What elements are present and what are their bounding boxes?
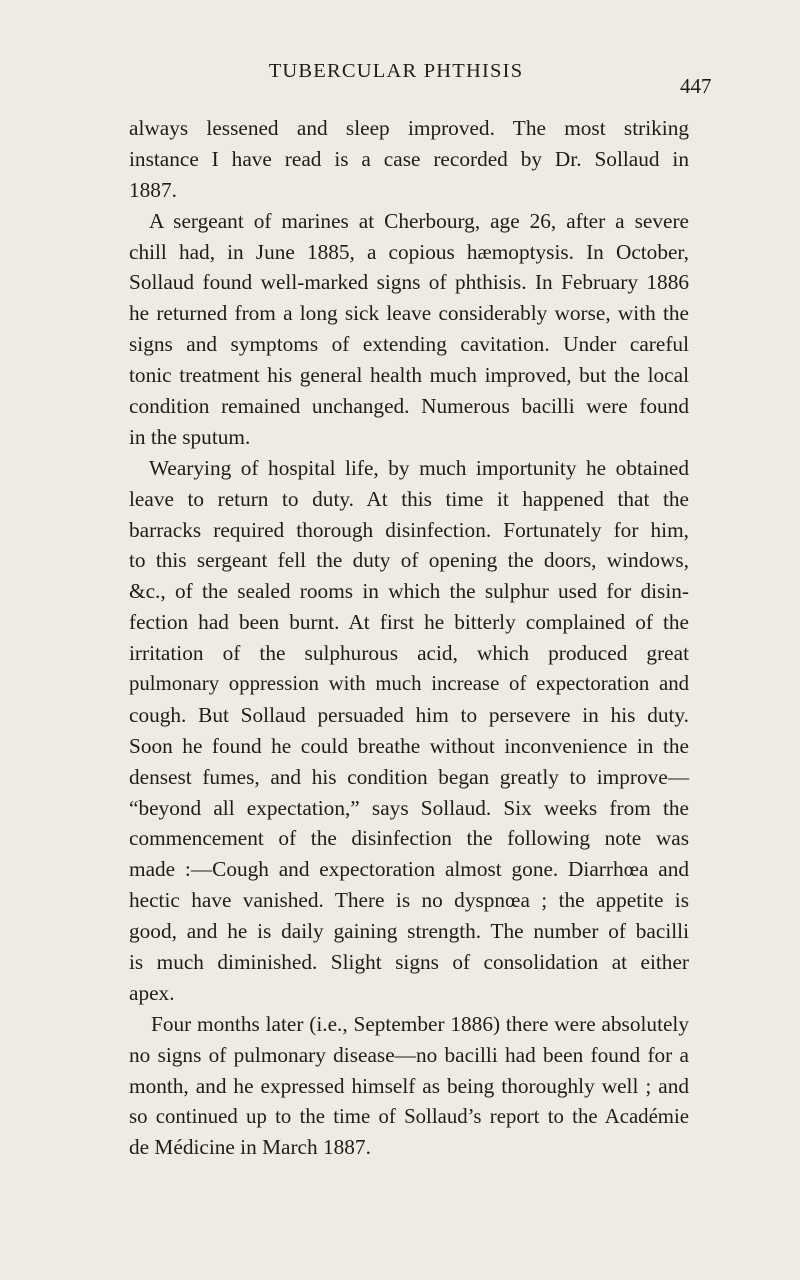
text-line: Soon he found he could breathe without inconvenience in the <box>129 733 689 758</box>
text-line: Four months later (i.e., September 1886) there were absolutely <box>151 1011 689 1036</box>
text-line: made :—Cough and expectoration almost gone. Diarrhœa and <box>129 857 689 882</box>
text-line: Sollaud found well-marked signs of phthisis. In February 1886 <box>129 270 689 295</box>
page-number: 447 <box>680 74 712 98</box>
text-line: Wearying of hospital life, by much importunity he obtained <box>149 455 689 480</box>
text-line: good, and he is daily gaining strength. The number of bacilli <box>129 919 689 944</box>
body-text <box>129 113 689 1163</box>
text-line: cough. But Sollaud persuaded him to persevere in his duty. <box>129 702 689 727</box>
running-head: TUBERCULAR PHTHISIS <box>268 60 524 82</box>
text-line: to this sergeant fell the duty of opening the doors, windows, <box>129 548 689 573</box>
text-line: 1887. <box>129 177 177 202</box>
text-line: fection had been burnt. At first he bitterly complained of the <box>129 610 689 635</box>
text-line: commencement of the disinfection the following note was <box>129 826 689 851</box>
text-line: condition remained unchanged. Numerous bacilli were found <box>129 394 689 419</box>
text-line: so continued up to the time of Sollaud’s report to the Académie <box>129 1104 689 1128</box>
text-line: is much diminished. Slight signs of consolidation at either <box>129 950 689 975</box>
text-line: no signs of pulmonary disease—no bacilli had been found for a <box>129 1042 689 1067</box>
text-line: signs and symptoms of extending cavitation. Under careful <box>129 332 689 357</box>
text-line: instance I have read is a case recorded by Dr. Sollaud in <box>129 146 689 171</box>
text-line: barracks required thorough disinfection. Fortunately for him, <box>129 517 689 542</box>
text-line: pulmonary oppression with much increase of expectoration and <box>129 672 689 696</box>
text-line: leave to return to duty. At this time it happened that the <box>129 486 689 511</box>
text-line: densest fumes, and his condition began greatly to improve— <box>129 764 689 789</box>
text-line: always lessened and sleep improved. The most striking <box>129 116 689 140</box>
text-line: irritation of the sulphurous acid, which produced great <box>129 641 689 666</box>
text-line: de Médicine in March 1887. <box>129 1135 371 1160</box>
text-line: chill had, in June 1885, a copious hæmoptysis. In October, <box>129 239 689 264</box>
text-line: &c., of the sealed rooms in which the sulphur used for disin- <box>129 579 689 604</box>
text-line: month, and he expressed himself as being thoroughly well ; and <box>129 1073 689 1098</box>
text-line: “beyond all expectation,” says Sollaud. Six weeks from the <box>129 795 689 820</box>
text-line: A sergeant of marines at Cherbourg, age 26, after a severe <box>149 208 689 233</box>
text-line: tonic treatment his general health much improved, but the local <box>129 363 689 388</box>
text-line: apex. <box>129 980 175 1005</box>
text-line: hectic have vanished. There is no dyspnœa ; the appetite is <box>129 888 689 913</box>
text-line: in the sputum. <box>129 424 251 449</box>
text-line: he returned from a long sick leave considerably worse, with the <box>129 301 689 326</box>
